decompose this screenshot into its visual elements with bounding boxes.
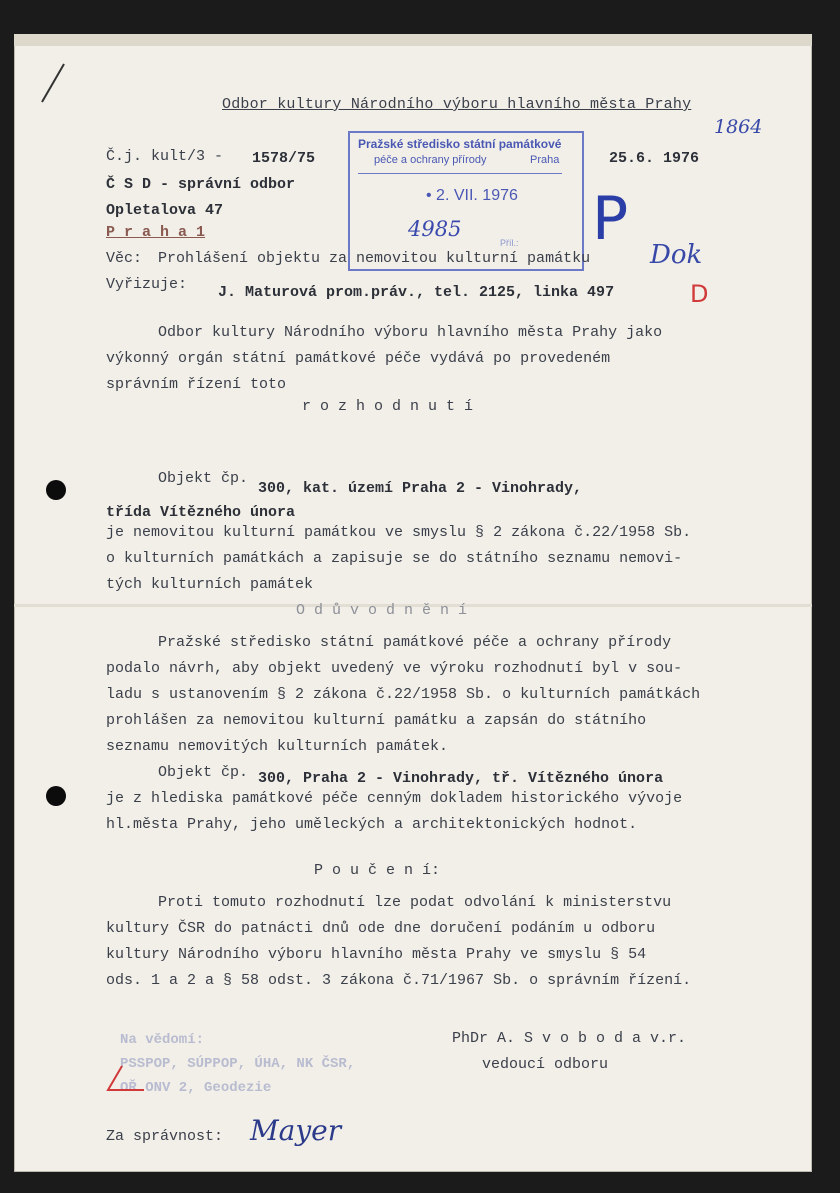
decision-street: třída Vítězného února [106,504,296,521]
punch-hole [46,786,66,806]
decision-title: r o z h o d n u t í [302,398,474,415]
recipient-line-1: Č S D - správní odbor [106,176,296,193]
justification-line: podalo návrh, aby objekt uvedený ve výroku rozhodnutí byl v sou- [106,660,683,677]
stamp-city: Praha [530,154,560,166]
decision-object-label: Objekt čp. [158,470,249,487]
punch-hole [46,480,66,500]
justification-line: seznamu nemovitých kulturních památek. [106,738,449,755]
justification-line: prohlášen za nemovitou kulturní památku a zapsán do státního [106,712,647,729]
object2-value: 300, Praha 2 - Vinohrady, tř. Vítězného února [258,770,664,787]
decision-line: o kulturních památkách a zapisuje se do státního seznamu nemovi- [106,550,683,567]
handwritten-registry-number: 1864 [714,116,763,138]
object2-line: je z hlediska památkové péče cenným dokladem historického vývoje [106,790,683,807]
instruction-line: Proti tomuto rozhodnutí lze podat odvolání k ministerstvu [158,894,672,911]
decision-line: tých kulturních památek [106,576,314,593]
handler-text: J. Maturová prom.práv., tel. 2125, linka 497 [218,284,615,301]
cc-line-2: PSSPOP, SÚPPOP, ÚHA, NK ČSR, [120,1056,356,1072]
decision-object-value: 300, kat. území Praha 2 - Vinohrady, [258,480,583,497]
stamp-divider [358,173,562,174]
subject-label: Věc: [106,250,143,267]
handwritten-p-mark: P [592,184,629,254]
justification-line: Pražské středisko státní památkové péče a ochrany přírody [158,634,672,651]
correctness-label: Za správnost: [106,1128,224,1145]
instruction-line: kultury ČSR do patnácti dnů ode dne doručení podáním u odboru [106,920,656,937]
justification-line: ladu s ustanovením § 2 zákona č.22/1958 Sb. o kulturních památkách [106,686,701,703]
intro-line: Odbor kultury Národního výboru hlavního města Prahy jako [158,324,663,341]
cc-line-1: Na vědomí: [120,1032,205,1048]
handwritten-dok: Dok [650,240,703,270]
paper-top-edge [14,34,812,46]
stamp-line-2: péče a ochrany přírody [374,154,487,166]
reference-label: Č.j. kult/3 - [106,148,224,165]
cc-line-3: OŘ ONV 2, Geodezie [120,1080,272,1096]
intro-line: správním řízení toto [106,376,287,393]
justification-title: O d ů v o d n ě n í [296,602,468,619]
stamp-line-1: Pražské středisko státní památkové [358,137,562,151]
recipient-line-2: Opletalova 47 [106,202,224,219]
intro-line: výkonný orgán státní památkové péče vydává po provedeném [106,350,611,367]
red-check-mark [100,1062,150,1098]
signatory-title: vedoucí odboru [482,1056,609,1073]
reference-number: 1578/75 [252,150,316,167]
correctness-signature: Mayer [250,1114,342,1147]
signatory-name: PhDr A. S v o b o d a v.r. [452,1030,687,1047]
object2-line: hl.města Prahy, jeho uměleckých a architektonických hodnot. [106,816,638,833]
handler-label: Vyřizuje: [106,276,188,293]
object2-label: Objekt čp. [158,764,249,781]
stamp-date: • 2. VII. 1976 [426,187,518,204]
document-page [14,34,812,1172]
office-heading: Odbor kultury Národního výboru hlavního města Prahy [222,96,692,113]
instruction-line: ods. 1 a 2 a § 58 odst. 3 zákona č.71/1967 Sb. o správním řízení. [106,972,692,989]
instruction-title: P o u č e n í: [314,862,441,879]
recipient-line-3: P r a h a 1 [106,224,206,241]
stamp-handwritten-number: 4985 [408,217,462,241]
red-d-mark: D [690,280,709,308]
subject-text: Prohlášení objektu za nemovitou kulturní památku [158,250,591,267]
stamp-attachment-mark: Příl.: [500,238,519,248]
letter-date: 25.6. 1976 [609,150,700,167]
decision-line: je nemovitou kulturní památkou ve smyslu § 2 zákona č.22/1958 Sb. [106,524,692,541]
margin-slash-mark [38,62,68,106]
instruction-line: kultury Národního výboru hlavního města Prahy ve smyslu § 54 [106,946,647,963]
